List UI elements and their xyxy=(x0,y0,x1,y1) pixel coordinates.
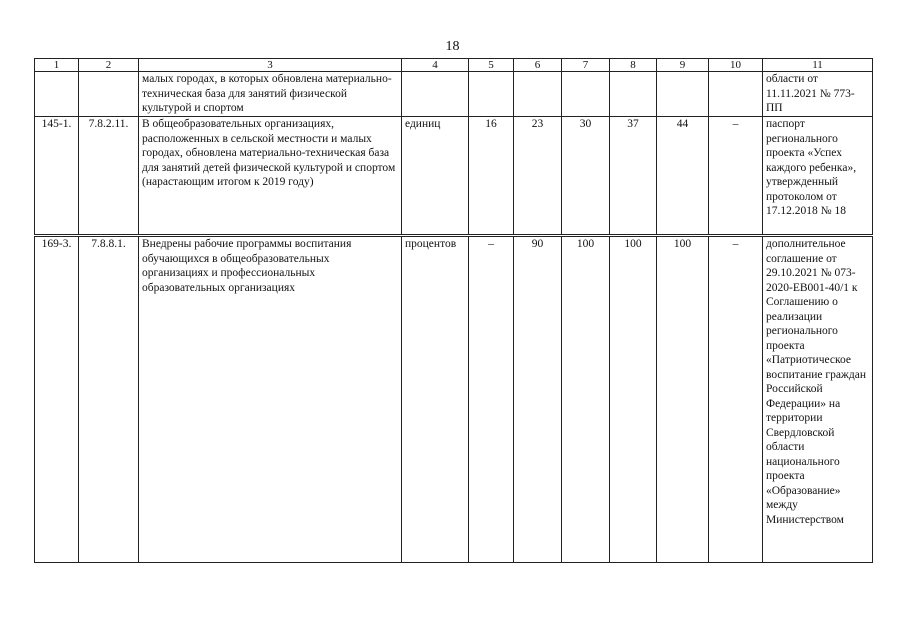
header-cell-4: 4 xyxy=(402,59,469,72)
indicator-name-cell: Внедрены рабочие программы воспитания обучающихся в общеобразовательных организациях и профессиональных образовательных организациях xyxy=(139,236,402,563)
value-cell-8 xyxy=(610,72,657,117)
table-row xyxy=(35,117,873,236)
unit-cell: процентов xyxy=(402,236,469,563)
table-row xyxy=(35,236,873,563)
row-number-cell: 169-3. xyxy=(35,236,79,563)
header-cell-5: 5 xyxy=(469,59,514,72)
value-cell-5: 16 xyxy=(469,117,514,236)
unit-cell: единиц xyxy=(402,117,469,236)
value-cell-9: 100 xyxy=(657,236,709,563)
value-cell-5 xyxy=(469,72,514,117)
header-cell-11: 11 xyxy=(763,59,873,72)
value-cell-7 xyxy=(562,72,610,117)
value-cell-7: 100 xyxy=(562,236,610,563)
value-cell-9: 44 xyxy=(657,117,709,236)
value-cell-7: 30 xyxy=(562,117,610,236)
header-cell-6: 6 xyxy=(514,59,562,72)
header-cell-7: 7 xyxy=(562,59,610,72)
column-number-row xyxy=(35,59,873,72)
header-cell-2: 2 xyxy=(79,59,139,72)
value-cell-8: 100 xyxy=(610,236,657,563)
indicators-table xyxy=(34,58,873,563)
header-cell-3: 3 xyxy=(139,59,402,72)
header-cell-10: 10 xyxy=(709,59,763,72)
source-document-cell: дополнительное соглашение от 29.10.2021 № 073-2020-ЕВ001-40/1 к Соглашению о реализации регионального проекта «Патриотическое воспитание граждан Российской Федерации» на территории Свердловской области национального проекта «Образование» между Министерством xyxy=(763,236,873,563)
code-cell: 7.8.8.1. xyxy=(79,236,139,563)
value-cell-10 xyxy=(709,72,763,117)
source-document-cell: паспорт регионального проекта «Успех каждого ребенка», утвержденный протоколом от 17.12.2018 № 18 xyxy=(763,117,873,236)
code-cell: 7.8.2.11. xyxy=(79,117,139,236)
table-row xyxy=(35,72,873,117)
row-number-cell: 145-1. xyxy=(35,117,79,236)
value-cell-10: – xyxy=(709,117,763,236)
value-cell-8: 37 xyxy=(610,117,657,236)
value-cell-5: – xyxy=(469,236,514,563)
header-cell-1: 1 xyxy=(35,59,79,72)
row-number-cell xyxy=(35,72,79,117)
value-cell-9 xyxy=(657,72,709,117)
indicator-name-cell: В общеобразовательных организациях, расположенных в сельской местности и малых городах, обновлена материально-техническая база для занятий детей физической культурой и спортом (нарастающим итогом к 2019 году) xyxy=(139,117,402,236)
source-document-cell: области от 11.11.2021 № 773-ПП xyxy=(763,72,873,117)
value-cell-6: 23 xyxy=(514,117,562,236)
unit-cell xyxy=(402,72,469,117)
header-cell-9: 9 xyxy=(657,59,709,72)
value-cell-10: – xyxy=(709,236,763,563)
header-cell-8: 8 xyxy=(610,59,657,72)
indicator-name-cell: малых городах, в которых обновлена материально-техническая база для занятий физической культурой и спортом xyxy=(139,72,402,117)
value-cell-6: 90 xyxy=(514,236,562,563)
page-number: 18 xyxy=(445,39,460,54)
code-cell xyxy=(79,72,139,117)
value-cell-6 xyxy=(514,72,562,117)
